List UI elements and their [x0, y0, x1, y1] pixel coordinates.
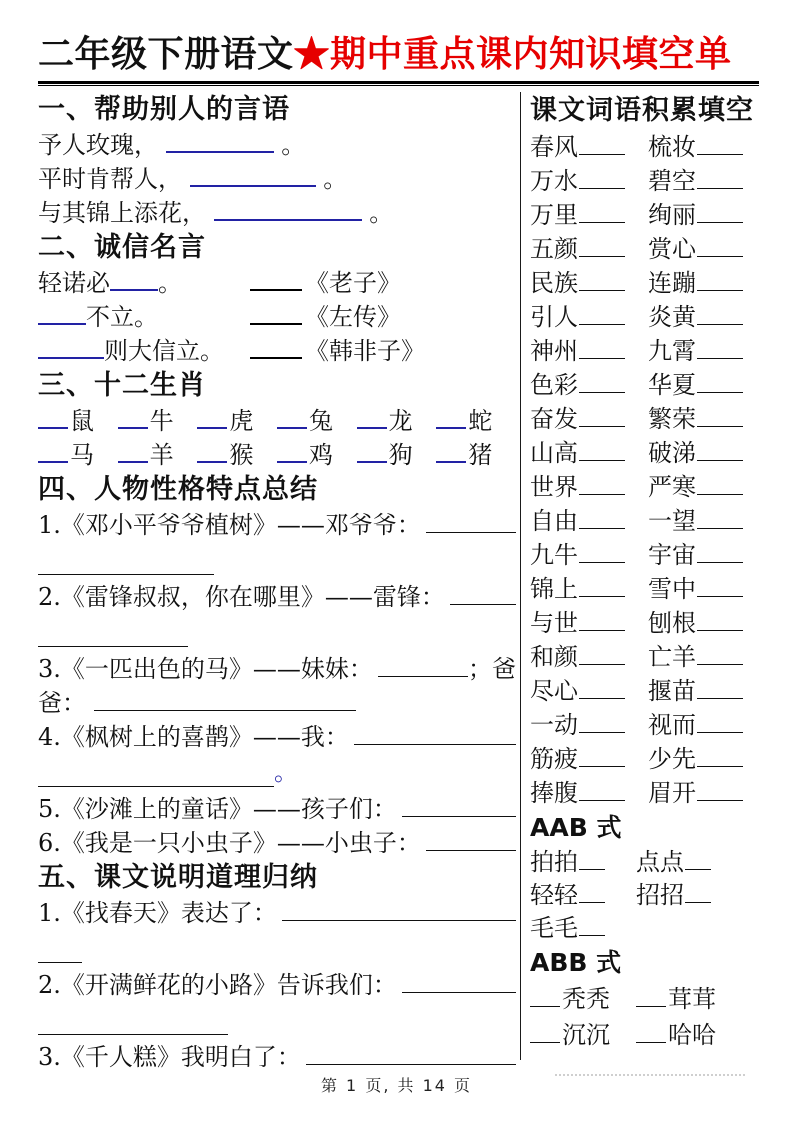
line-text: 2.《雷锋叔叔，你在哪里》——雷锋： — [38, 583, 445, 611]
fill-blank — [530, 1027, 560, 1043]
fill-blank — [282, 905, 516, 921]
abb-word-item — [530, 1017, 636, 1053]
fill-blank — [697, 173, 743, 189]
right-column — [521, 92, 759, 1060]
word-stem: 招招 — [636, 881, 684, 909]
section5-item2 — [38, 968, 516, 1002]
zodiac-char: 猪 — [468, 441, 493, 469]
word-stem: 繁荣 — [648, 405, 696, 433]
zodiac-char: 牛 — [149, 407, 174, 435]
fill-blank — [579, 785, 625, 801]
word-pair-cell — [530, 538, 648, 572]
line-text: 轻诺必 — [38, 269, 110, 297]
word-stem: 山高 — [530, 439, 578, 467]
section5-item1-continuation — [38, 930, 516, 968]
word-pair-row — [530, 742, 759, 776]
word-pair-cell — [530, 266, 648, 300]
fill-blank — [450, 589, 516, 605]
word-stem: 九霄 — [648, 337, 696, 365]
fill-blank — [579, 513, 625, 529]
zodiac-char: 马 — [70, 441, 94, 469]
fill-blank — [579, 751, 625, 767]
abb-word-item — [530, 981, 636, 1017]
word-stem: 世界 — [530, 473, 578, 501]
watermark — [555, 1074, 745, 1076]
fill-blank — [277, 413, 307, 429]
fill-blank — [697, 139, 743, 155]
word-pair-cell — [648, 232, 743, 266]
word-pair-row — [530, 436, 759, 470]
line-text: 1.《找春天》表达了： — [38, 899, 277, 927]
zodiac-char: 龙 — [388, 407, 413, 435]
zodiac-char: 猴 — [229, 441, 254, 469]
line-text: 与其锦上添花， — [38, 199, 206, 227]
word-pair-cell — [530, 130, 648, 164]
aab-word-item — [530, 912, 636, 945]
aab-pattern-label — [530, 810, 759, 846]
zodiac-grid — [38, 404, 516, 472]
section5-item2-continuation — [38, 1002, 516, 1040]
word-pair-cell — [648, 776, 743, 810]
fill-blank — [579, 343, 625, 359]
word-pair-cell — [648, 708, 743, 742]
line-text: 。 — [323, 165, 348, 193]
word-stem: 与世 — [530, 609, 578, 637]
fill-blank — [38, 1019, 228, 1035]
word-stem: 轻轻 — [530, 881, 578, 909]
word-pair-cell — [530, 606, 648, 640]
word-stem: 点点 — [636, 848, 684, 876]
word-stem: 毛毛 — [530, 914, 578, 942]
fill-blank — [579, 411, 625, 427]
word-stem: 秃秃 — [562, 985, 610, 1013]
section2-line2 — [38, 300, 516, 334]
word-pair-cell — [648, 470, 743, 504]
zodiac-item — [118, 438, 198, 472]
fill-blank — [579, 479, 625, 495]
fill-blank — [579, 615, 625, 631]
line-text: 1.《邓小平爷爷植树》——邓爷爷： — [38, 511, 421, 539]
word-pair-row — [530, 776, 759, 810]
zodiac-item — [357, 404, 437, 438]
word-stem: 绚丽 — [648, 201, 696, 229]
right-column-heading: 课文词语积累填空 — [530, 95, 754, 126]
word-stem: 色彩 — [530, 371, 578, 399]
word-pair-cell — [648, 674, 743, 708]
word-stem: 梳妆 — [648, 133, 696, 161]
fill-blank — [697, 411, 743, 427]
line-text: 4.《枫树上的喜鹊》——我： — [38, 723, 349, 751]
word-stem: 雪中 — [648, 575, 696, 603]
word-stem: 引人 — [530, 303, 578, 331]
word-stem: 筋疲 — [530, 745, 578, 773]
line-text: 2.《开满鲜花的小路》告诉我们： — [38, 971, 397, 999]
word-stem: 眉开 — [648, 779, 696, 807]
word-stem: 沉沉 — [562, 1021, 610, 1049]
fill-blank — [166, 137, 274, 153]
word-stem: 宇宙 — [648, 541, 696, 569]
word-pair-row — [530, 300, 759, 334]
zodiac-item — [357, 438, 437, 472]
fill-blank — [697, 445, 743, 461]
abb-pattern-label — [530, 945, 759, 981]
fill-blank — [110, 275, 158, 291]
zodiac-char: 鸡 — [308, 441, 333, 469]
word-pair-row — [530, 368, 759, 402]
fill-blank — [197, 447, 227, 463]
fill-blank — [357, 413, 387, 429]
fill-blank — [94, 695, 356, 711]
word-stem: 刨根 — [648, 609, 696, 637]
quote-source: 《韩非子》 — [305, 337, 425, 365]
word-pair-row — [530, 470, 759, 504]
line-text: 予人玫瑰， — [38, 131, 158, 159]
zodiac-char: 狗 — [388, 441, 413, 469]
fill-blank — [38, 631, 188, 647]
fill-blank — [636, 991, 666, 1007]
zodiac-item — [38, 438, 118, 472]
abb-word-item — [636, 1017, 759, 1053]
word-pair-row — [530, 538, 759, 572]
fill-blank — [118, 413, 148, 429]
fill-blank — [579, 649, 625, 665]
word-pair-cell — [530, 640, 648, 674]
word-pair-cell — [648, 436, 743, 470]
quote-segment — [38, 266, 250, 300]
line-text: 3.《一匹出色的马》——妹妹： — [38, 655, 373, 683]
section4-item5 — [38, 792, 516, 826]
section1-line3 — [38, 196, 516, 230]
title-double-rule — [38, 81, 759, 86]
word-stem: 茸茸 — [668, 985, 716, 1013]
word-stem: 破涕 — [648, 439, 696, 467]
section2-heading: 二、诚信名言 — [38, 232, 206, 263]
fill-blank — [579, 683, 625, 699]
fill-blank — [378, 661, 468, 677]
word-stem: 万水 — [530, 167, 578, 195]
word-pair-row — [530, 130, 759, 164]
quote-source: 《左传》 — [305, 303, 401, 331]
word-stem: 视而 — [648, 711, 696, 739]
word-stem: 五颜 — [530, 235, 578, 263]
label-text: ABB 式 — [530, 948, 622, 977]
fill-blank — [579, 173, 625, 189]
word-pair-cell — [530, 436, 648, 470]
word-stem: 一动 — [530, 711, 578, 739]
word-pair-row — [530, 674, 759, 708]
word-stem: 尽心 — [530, 677, 578, 705]
line-text: ；爸 — [468, 655, 516, 683]
word-pair-cell — [648, 368, 743, 402]
line-text: 平时肯帮人， — [38, 165, 182, 193]
fill-blank — [118, 447, 148, 463]
line-text: 。 — [281, 131, 306, 159]
page-title-black: 二年级下册语文 — [38, 33, 294, 75]
aab-word-item — [636, 846, 759, 879]
word-stem: 和颜 — [530, 643, 578, 671]
word-pair-row — [530, 232, 759, 266]
quote-segment — [38, 300, 250, 334]
abb-word-item — [636, 981, 759, 1017]
zodiac-item — [118, 404, 198, 438]
line-text: 则大信立。 — [104, 337, 224, 365]
fill-blank — [38, 447, 68, 463]
fill-blank — [38, 413, 68, 429]
section4-item3 — [38, 652, 516, 686]
section1-line2 — [38, 162, 516, 196]
fill-blank — [697, 479, 743, 495]
fill-blank — [697, 377, 743, 393]
line-text: 6.《我是一只小虫子》——小虫子： — [38, 829, 421, 857]
fill-blank — [357, 447, 387, 463]
attribution-dash — [250, 280, 302, 291]
word-stem: 拍拍 — [530, 848, 578, 876]
fill-blank — [354, 729, 516, 745]
word-pair-cell — [648, 300, 743, 334]
section4-item4 — [38, 720, 516, 754]
fill-blank — [685, 887, 711, 903]
fill-blank — [436, 447, 466, 463]
line-text: 。 — [158, 269, 182, 297]
fill-blank — [38, 771, 274, 787]
fill-blank — [579, 377, 625, 393]
page-number: 第 1 页, 共 14 页 — [320, 1076, 473, 1095]
word-pair-cell — [648, 640, 743, 674]
fill-blank — [579, 139, 625, 155]
word-pair-cell — [530, 300, 648, 334]
aab-word-item — [530, 879, 636, 912]
fill-blank — [579, 920, 605, 936]
word-stem: 严寒 — [648, 473, 696, 501]
fill-blank — [306, 1049, 516, 1065]
quote-source: 《老子》 — [305, 269, 401, 297]
word-pair-cell — [530, 164, 648, 198]
word-pair-cell — [530, 402, 648, 436]
word-pair-row — [530, 572, 759, 606]
zodiac-item — [277, 438, 357, 472]
word-stem: 哈哈 — [668, 1021, 716, 1049]
fill-blank — [697, 513, 743, 529]
word-pair-cell — [530, 470, 648, 504]
zodiac-item — [277, 404, 357, 438]
word-stem: 万里 — [530, 201, 578, 229]
section1-heading: 一、帮助别人的言语 — [38, 94, 290, 125]
fill-blank — [579, 717, 625, 733]
word-pairs-list — [530, 130, 759, 810]
word-pair-cell — [530, 708, 648, 742]
zodiac-item — [436, 404, 516, 438]
fill-blank — [579, 309, 625, 325]
word-pair-cell — [648, 538, 743, 572]
word-stem: 炎黄 — [648, 303, 696, 331]
fill-blank — [697, 343, 743, 359]
fill-blank — [277, 447, 307, 463]
attribution-dash — [250, 314, 302, 325]
section5-heading: 五、课文说明道理归纳 — [38, 862, 318, 893]
word-pair-cell — [530, 572, 648, 606]
fill-blank — [697, 717, 743, 733]
main-content — [38, 92, 759, 1071]
word-pair-cell — [648, 742, 743, 776]
fill-blank — [402, 977, 516, 993]
page-title — [38, 30, 759, 78]
fill-blank — [579, 207, 625, 223]
word-stem: 九牛 — [530, 541, 578, 569]
page-title-red: ★期中重点课内知识填空单 — [293, 33, 732, 75]
word-pair-row — [530, 708, 759, 742]
fill-blank — [197, 413, 227, 429]
zodiac-item — [197, 404, 277, 438]
aab-word-item — [530, 846, 636, 879]
quote-segment — [38, 334, 250, 368]
fill-blank — [697, 241, 743, 257]
word-stem: 碧空 — [648, 167, 696, 195]
fill-blank — [579, 854, 605, 870]
word-stem: 赏心 — [648, 235, 696, 263]
word-pair-cell — [648, 130, 743, 164]
section5-item3 — [38, 1040, 516, 1074]
section4-item3-line2 — [38, 686, 516, 720]
fill-blank — [579, 275, 625, 291]
fill-blank — [697, 751, 743, 767]
fill-blank — [402, 801, 516, 817]
word-pair-cell — [648, 334, 743, 368]
word-stem: 民族 — [530, 269, 578, 297]
word-pair-cell — [530, 742, 648, 776]
line-text: 。 — [369, 199, 394, 227]
word-stem: 自由 — [530, 507, 578, 535]
section4-item4-continuation — [38, 754, 516, 792]
fill-blank — [190, 171, 316, 187]
fill-blank — [697, 615, 743, 631]
section2-line3 — [38, 334, 516, 368]
zodiac-char: 蛇 — [468, 407, 493, 435]
word-pair-cell — [530, 232, 648, 266]
line-text: 不立。 — [86, 303, 158, 331]
word-pair-cell — [530, 776, 648, 810]
word-stem: 一望 — [648, 507, 696, 535]
word-stem: 奋发 — [530, 405, 578, 433]
word-pair-row — [530, 504, 759, 538]
fill-blank — [697, 581, 743, 597]
fill-blank — [38, 559, 214, 575]
word-stem: 揠苗 — [648, 677, 696, 705]
word-pair-cell — [530, 334, 648, 368]
fill-blank — [685, 854, 711, 870]
word-pair-cell — [648, 198, 743, 232]
section5-item1 — [38, 896, 516, 930]
fill-blank — [436, 413, 466, 429]
section1-line1 — [38, 128, 516, 162]
line-text: 爸： — [38, 689, 86, 717]
fill-blank — [697, 649, 743, 665]
line-text: 5.《沙滩上的童话》——孩子们： — [38, 795, 397, 823]
word-stem: 春风 — [530, 133, 578, 161]
aab-word-item — [636, 879, 759, 912]
attribution-dash — [250, 348, 302, 359]
word-pair-cell — [530, 674, 648, 708]
fill-blank — [579, 241, 625, 257]
word-pair-cell — [648, 164, 743, 198]
fill-blank — [697, 547, 743, 563]
word-stem: 神州 — [530, 337, 578, 365]
word-pair-row — [530, 640, 759, 674]
fill-blank — [426, 517, 516, 533]
fill-blank — [697, 785, 743, 801]
zodiac-item — [38, 404, 118, 438]
fill-blank — [636, 1027, 666, 1043]
word-stem: 华夏 — [648, 371, 696, 399]
word-pair-cell — [648, 504, 743, 538]
fill-blank — [697, 275, 743, 291]
zodiac-char: 虎 — [229, 407, 254, 435]
fill-blank — [530, 991, 560, 1007]
section4-item6 — [38, 826, 516, 860]
word-stem: 少先 — [648, 745, 696, 773]
word-pair-row — [530, 606, 759, 640]
line-text: 。 — [274, 758, 298, 786]
word-pair-row — [530, 334, 759, 368]
word-pair-cell — [530, 504, 648, 538]
fill-blank — [38, 947, 82, 963]
fill-blank — [38, 343, 104, 359]
section4-heading: 四、人物性格特点总结 — [38, 474, 318, 505]
zodiac-char: 羊 — [149, 441, 174, 469]
fill-blank — [579, 887, 605, 903]
fill-blank — [426, 835, 516, 851]
fill-blank — [697, 683, 743, 699]
fill-blank — [579, 547, 625, 563]
zodiac-item — [197, 438, 277, 472]
zodiac-char: 鼠 — [70, 407, 94, 435]
word-pair-row — [530, 198, 759, 232]
word-stem: 捧腹 — [530, 779, 578, 807]
fill-blank — [697, 309, 743, 325]
aab-word-list — [530, 846, 759, 945]
word-pair-cell — [530, 198, 648, 232]
word-stem: 锦上 — [530, 575, 578, 603]
fill-blank — [579, 445, 625, 461]
word-pair-cell — [648, 402, 743, 436]
word-pair-cell — [648, 572, 743, 606]
section3-heading: 三、十二生肖 — [38, 370, 206, 401]
word-pair-row — [530, 164, 759, 198]
section4-item2-continuation — [38, 614, 516, 652]
zodiac-char: 兔 — [308, 407, 333, 435]
abb-word-list — [530, 981, 759, 1053]
section2-line1 — [38, 266, 516, 300]
word-pair-row — [530, 266, 759, 300]
left-column — [38, 92, 520, 1071]
word-pair-cell — [648, 266, 743, 300]
fill-blank — [579, 581, 625, 597]
word-pair-row — [530, 402, 759, 436]
word-pair-cell — [530, 368, 648, 402]
label-text: AAB 式 — [530, 813, 622, 842]
word-stem: 亡羊 — [648, 643, 696, 671]
section4-item2 — [38, 580, 516, 614]
word-pair-cell — [648, 606, 743, 640]
fill-blank — [214, 205, 362, 221]
fill-blank — [38, 309, 86, 325]
line-text: 3.《千人糕》我明白了： — [38, 1043, 301, 1071]
section4-item1 — [38, 508, 516, 542]
fill-blank — [697, 207, 743, 223]
word-stem: 连蹦 — [648, 269, 696, 297]
zodiac-item — [436, 438, 516, 472]
section4-item1-continuation — [38, 542, 516, 580]
